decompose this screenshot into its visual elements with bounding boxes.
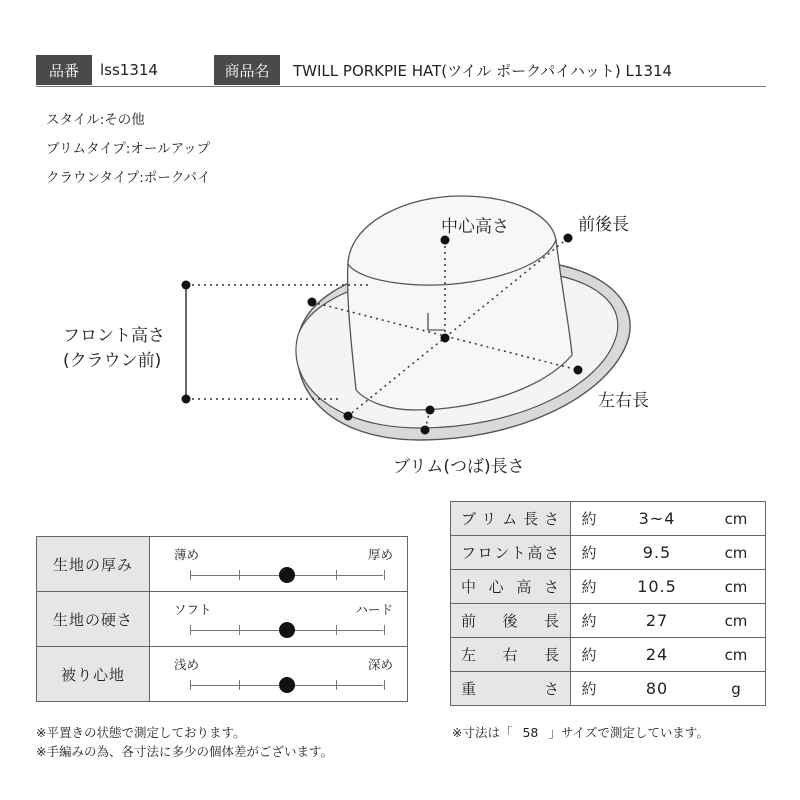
scale-tick	[239, 680, 240, 690]
item-number-value: lss1314	[100, 61, 158, 79]
scale-tick	[384, 625, 385, 635]
label-brim-length: ブリム(つば)長さ	[393, 457, 525, 477]
label-left-right: 左右長	[598, 391, 649, 411]
measurement-name-text: ブリム長さ	[461, 510, 560, 528]
product-name-value: TWILL PORKPIE HAT(ツイル ポークパイハット) L1314	[293, 61, 673, 80]
measurement-row	[451, 637, 765, 671]
scale-label: 被り心地	[37, 647, 150, 701]
measurement-name-text: 前後長	[461, 612, 560, 630]
note-size	[452, 723, 709, 741]
label-front-height-1: フロント高さ	[63, 326, 165, 346]
label-center-height: 中心高さ	[441, 217, 509, 237]
scale-tick	[336, 625, 337, 635]
measurement-name-text: 中心高さ	[461, 578, 560, 596]
measurement-approx: 約	[581, 612, 597, 630]
measurement-value: 24	[645, 645, 669, 664]
scale-tick	[239, 625, 240, 635]
scale-label: 生地の厚み	[37, 537, 150, 591]
scale-high-label: ハード	[355, 602, 393, 617]
scale-row	[37, 591, 407, 646]
measurement-row	[451, 535, 765, 569]
scale-body	[150, 537, 407, 591]
measurement-name-text: フロント高さ	[461, 544, 560, 562]
measurement-row	[451, 502, 765, 535]
label-front-height-2: (クラウン前)	[63, 351, 162, 371]
scale-body	[150, 592, 407, 646]
measurement-value: 10.5	[637, 577, 677, 596]
measurement-row	[451, 569, 765, 603]
measurement-row	[451, 603, 765, 637]
scale-high-label: 厚め	[367, 547, 393, 562]
scale-low-label: 浅め	[174, 657, 200, 672]
measurement-unit: cm	[724, 543, 748, 562]
product-name-label: 商品名	[214, 55, 280, 85]
scale-tick	[190, 625, 191, 635]
measurement-value: 80	[645, 679, 669, 698]
scale-tick	[190, 680, 191, 690]
scale-row	[37, 646, 407, 701]
scale-body	[150, 647, 407, 701]
measurement-approx: 約	[581, 646, 597, 664]
attribute-crown-type: クラウンタイプ:ポークパイ	[46, 170, 211, 186]
scale-indicator	[279, 622, 295, 638]
measurement-table	[450, 501, 766, 706]
measurement-row	[451, 671, 765, 705]
item-number-label: 品番	[36, 55, 92, 85]
note-size-suffix: 」サイズで測定しています。	[548, 725, 709, 740]
measurement-name	[451, 536, 571, 569]
attribute-style: スタイル:その他	[46, 112, 145, 128]
measurement-name	[451, 502, 571, 535]
scale-tick	[239, 570, 240, 580]
measurement-name-text: 重さ	[461, 680, 560, 698]
measurement-name	[451, 638, 571, 671]
scale-low-label: 薄め	[174, 547, 200, 562]
measurement-value: 3~4	[638, 509, 676, 528]
measurement-approx: 約	[581, 544, 597, 562]
scale-low-label: ソフト	[174, 602, 212, 617]
scale-tick	[336, 680, 337, 690]
measurement-unit: cm	[724, 577, 748, 596]
measurement-unit: g	[731, 679, 741, 698]
measurement-unit: cm	[724, 645, 748, 664]
measurement-name-text: 左右長	[461, 646, 560, 664]
scale-tick	[384, 680, 385, 690]
scale-row	[37, 537, 407, 591]
measurement-unit: cm	[724, 611, 748, 630]
measurement-value: 9.5	[642, 543, 672, 562]
measurement-name	[451, 672, 571, 705]
measurement-name	[451, 570, 571, 603]
measurement-approx: 約	[581, 680, 597, 698]
measurement-unit: cm	[724, 509, 748, 528]
scale-label: 生地の硬さ	[37, 592, 150, 646]
measurement-approx: 約	[581, 578, 597, 596]
scale-indicator	[279, 677, 295, 693]
scale-high-label: 深め	[367, 657, 393, 672]
scale-tick	[336, 570, 337, 580]
label-front-back: 前後長	[578, 215, 629, 235]
note-flat: ※平置きの状態で測定しております。	[36, 725, 246, 740]
measurement-name	[451, 604, 571, 637]
note-size-prefix: ※寸法は「	[452, 725, 513, 740]
scale-tick	[190, 570, 191, 580]
note-size-value: 58	[522, 725, 539, 740]
header-divider	[36, 86, 766, 87]
measurement-approx: 約	[581, 510, 597, 528]
note-handmade: ※手編みの為、各寸法に多少の個体差がございます。	[36, 744, 333, 759]
fabric-scale-table	[36, 536, 408, 702]
attribute-brim-type: ブリムタイプ:オールアップ	[46, 141, 211, 157]
scale-indicator	[279, 567, 295, 583]
measurement-value: 27	[645, 611, 669, 630]
scale-tick	[384, 570, 385, 580]
